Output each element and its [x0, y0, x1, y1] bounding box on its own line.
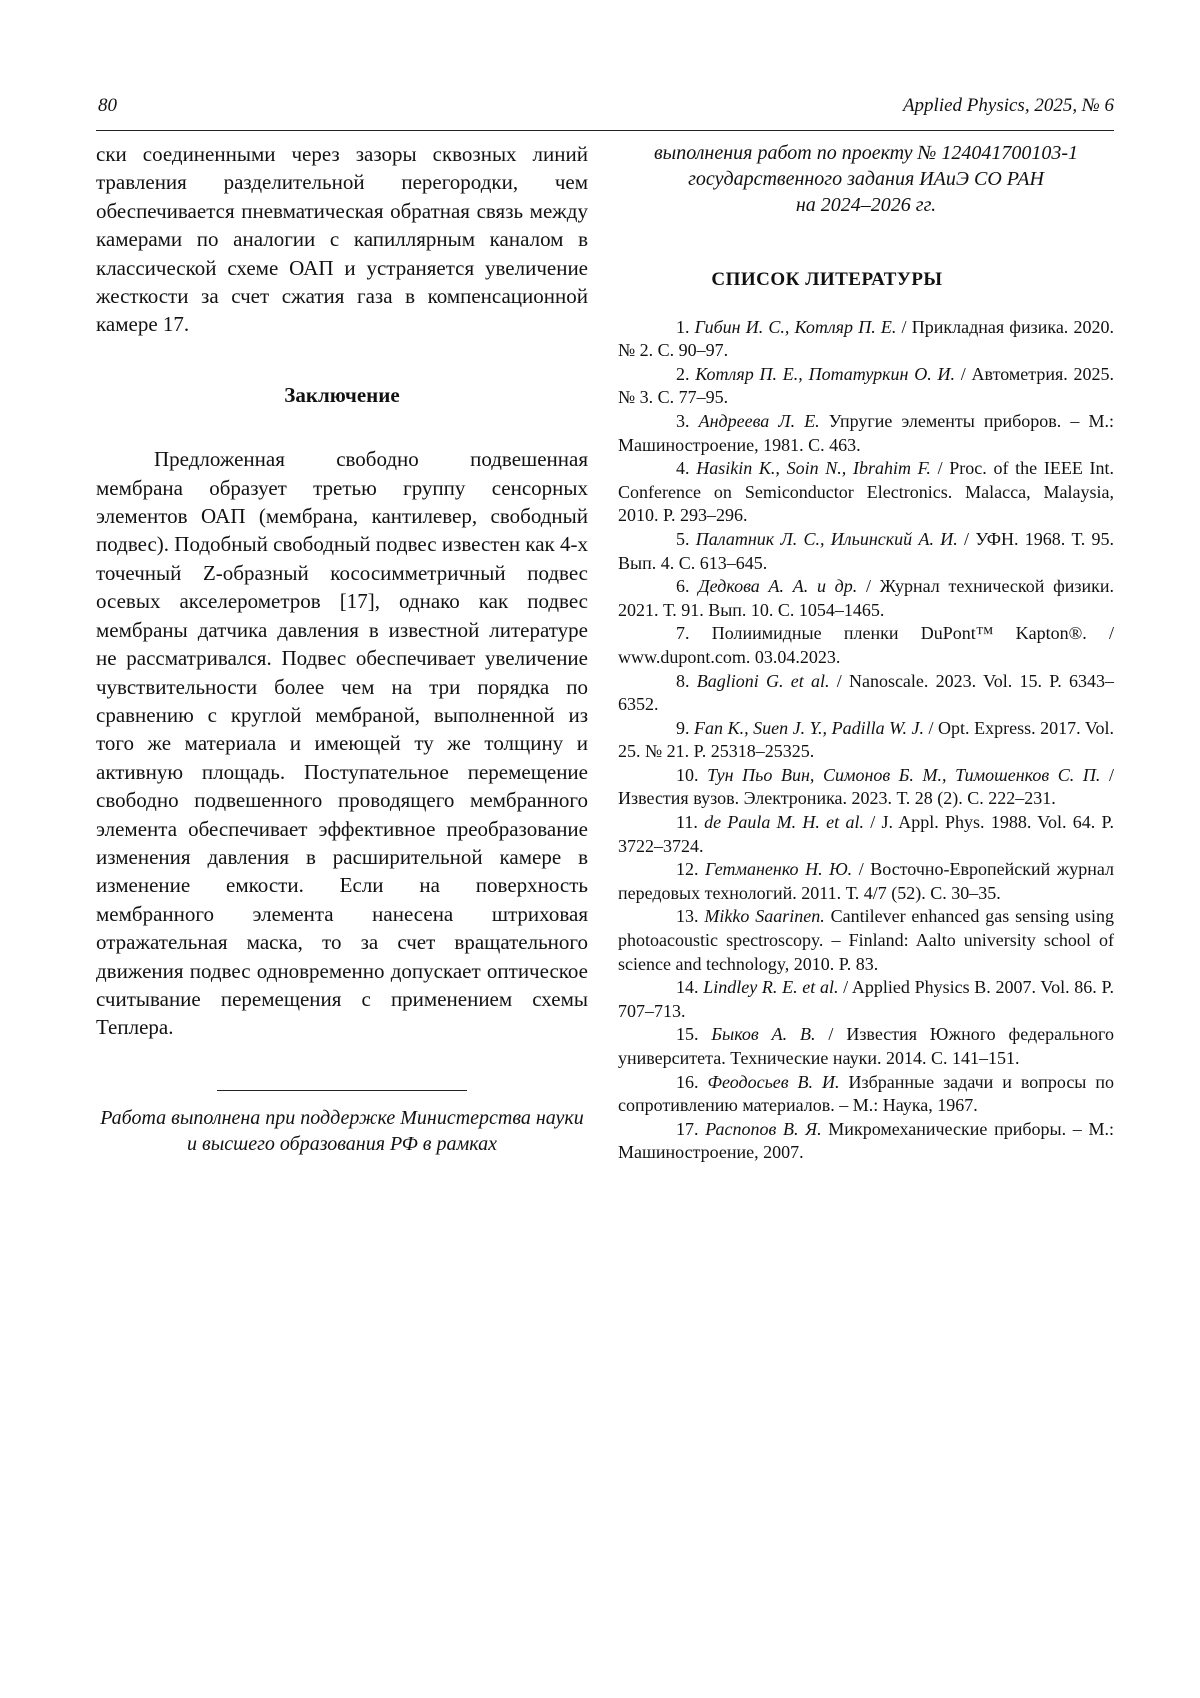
journal-title: Applied Physics, 2025, № 6: [902, 95, 1114, 116]
reference-number: 9.: [676, 717, 690, 738]
reference-details: / Прикладная физика. 2020. № 2. С. 90–97.: [618, 316, 1114, 361]
reference-number: 6.: [676, 576, 690, 597]
reference-authors: Дедкова А. А. и др.: [698, 576, 858, 597]
reference-details: Микромеханические приборы. – М.: Машиностроение, 2007.: [618, 1118, 1115, 1163]
reference-authors: Baglioni G. et al.: [696, 670, 830, 691]
reference-authors: de Paula M. H. et al.: [704, 812, 864, 833]
reference-item: [618, 905, 1114, 976]
reference-item: [618, 717, 1114, 764]
reference-item: [618, 457, 1114, 528]
footnote-separator: [217, 1090, 467, 1091]
reference-details: / Известия вузов. Электроника. 2023. Т. 28 (2). С. 222–231.: [618, 764, 1114, 809]
reference-item: [618, 858, 1114, 905]
reference-details: Полиимидные пленки DuPont™ Kapton®. / www.dupont.com. 03.04.2023.: [618, 623, 1114, 667]
left-column: [96, 140, 588, 1157]
reference-authors: Андреева Л. Е.: [698, 410, 820, 431]
reference-details: / Nanoscale. 2023. Vol. 15. P. 6343–6352.: [618, 670, 1114, 715]
reference-authors: Hasikin K., Soin N., Ibrahim F.: [696, 458, 931, 479]
reference-details: / Восточно-Европейский журнал передовых технологий. 2011. Т. 4/7 (52). С. 30–35.: [618, 859, 1114, 903]
acknowledgement-line: выполнения работ по проекту № 124041700103-1: [653, 142, 1078, 164]
reference-item: [618, 363, 1114, 410]
reference-details: Cantilever enhanced gas sensing using photoacoustic spectroscopy. – Finland: Aalto university school of science and technology, 2010. P. 83.: [618, 906, 1114, 974]
reference-number: 7.: [676, 623, 690, 644]
reference-authors: Феодосьев В. И.: [707, 1071, 840, 1092]
reference-item: [618, 764, 1114, 811]
conclusion-title: Заключение: [284, 382, 400, 407]
page-header: [96, 90, 1114, 131]
reference-details: / J. Appl. Phys. 1988. Vol. 64. P. 3722–3724.: [618, 812, 1115, 856]
reference-details: / Журнал технической физики. 2021. Т. 91. Вып. 10. С. 1054–1465.: [618, 576, 1114, 620]
reference-details: / Proc. of the IEEE Int. Conference on Semiconductor Electronics. Malacca, Malaysia, 2010. P. 293–296.: [618, 458, 1115, 526]
reference-details: / УФН. 1968. Т. 95. Вып. 4. С. 613–645.: [618, 528, 1115, 573]
acknowledgement-line: государственного задания ИАиЭ СО РАН: [688, 168, 1044, 190]
reference-number: 12.: [676, 859, 699, 880]
reference-authors: Распопов В. Я.: [705, 1118, 822, 1139]
reference-number: 13.: [676, 906, 699, 927]
reference-number: 2.: [676, 363, 690, 384]
references-list: [618, 316, 1114, 1165]
reference-authors: Гибин И. С., Котляр П. Е.: [694, 316, 897, 337]
reference-item: [618, 1071, 1114, 1118]
reference-item: [618, 622, 1114, 669]
reference-authors: Тун Пьо Вин, Симонов Б. М., Тимошенков С. П.: [707, 764, 1101, 785]
reference-details: Упругие элементы приборов. – М.: Машиностроение, 1981. С. 463.: [618, 410, 1115, 455]
reference-item: [618, 670, 1114, 717]
reference-item: [618, 316, 1114, 363]
reference-item: [618, 575, 1114, 622]
reference-item: [618, 976, 1114, 1023]
reference-details: / Applied Physics B. 2007. Vol. 86. P. 707–713.: [618, 977, 1114, 1021]
reference-item: [618, 811, 1114, 858]
reference-item: [618, 1118, 1114, 1165]
reference-details: / Автометрия. 2025. № 3. С. 77–95.: [618, 363, 1115, 408]
reference-number: 11.: [676, 812, 698, 833]
reference-authors: Котляр П. Е., Потатуркин О. И.: [695, 363, 955, 384]
reference-authors: Fan K., Suen J. Y., Padilla W. J.: [694, 717, 924, 738]
reference-number: 4.: [676, 458, 690, 479]
reference-authors: Mikko Saarinen.: [704, 906, 825, 927]
reference-number: 14.: [676, 977, 699, 998]
reference-authors: Гетманенко Н. Ю.: [705, 859, 853, 880]
reference-details: Избранные задачи и вопросы по сопротивлению материалов. – М.: Наука, 1967.: [618, 1071, 1115, 1116]
reference-number: 8.: [676, 670, 690, 691]
conclusion-paragraph: Предложенная свободно подвешенная мембрана образует третью группу сенсорных элементов ОАП (мембрана, кантилевер, свободный подвес). Подобный свободный подвес известен как 4-х точечный Z-образный кососимметричный подвес осевых акселерометров [17], однако как подвес мембраны датчика давления в известной литературе не рассматривался. Подвес обеспечивает увеличение чувствительности более чем на три порядка по сравнению с круглой мембраной, выполненной из того же материала и имеющей ту же толщину и активную площадь. Поступательное перемещение свободно подвешенного проводящего мембранного элемента обеспечивает эффективное преобразование изменения давления в расширительной камере в изменение емкости. Если на поверхность мембранного элемента нанесена штриховая отражательная маска, то за счет вращательного движения подвес одновременно допускает оптическое считывание перемещения с применением схемы Теплера.: [96, 447, 588, 1040]
right-column: [618, 140, 1114, 1165]
reference-item: [618, 528, 1114, 575]
reference-number: 3.: [676, 410, 690, 431]
reference-item: [618, 410, 1114, 457]
reference-authors: Lindley R. E. et al.: [703, 977, 839, 998]
intro-paragraph: ски соединенными через зазоры сквозных линий травления разделительной перегородки, чем обеспечивается пневматическая обратная связь между камерами по аналогии с капиллярным каналом в классической схеме ОАП и устраняется увеличение жесткости за счет сжатия газа в компенсационной камере 17.: [96, 142, 588, 337]
reference-number: 10.: [676, 764, 699, 785]
reference-number: 16.: [676, 1071, 699, 1092]
reference-details: / Известия Южного федерального университета. Технические науки. 2014. С. 141–151.: [618, 1024, 1114, 1068]
reference-item: [618, 1023, 1114, 1070]
references-title: СПИСОК ЛИТЕРАТУРЫ: [711, 269, 943, 290]
reference-details: / Opt. Express. 2017. Vol. 25. № 21. P. 25318–25325.: [618, 717, 1115, 762]
reference-number: 15.: [676, 1024, 699, 1045]
acknowledgement-text: Работа выполнена при поддержке Министерства науки и высшего образования РФ в рамках: [100, 1106, 584, 1155]
reference-authors: Палатник Л. С., Ильинский А. И.: [695, 528, 958, 549]
page-number: 80: [98, 95, 117, 116]
reference-number: 5.: [676, 528, 690, 549]
reference-number: 1.: [676, 316, 690, 337]
reference-authors: Быков А. В.: [711, 1024, 816, 1045]
acknowledgement-continued: [618, 140, 1114, 218]
acknowledgement-line: на 2024–2026 гг.: [795, 194, 937, 216]
reference-number: 17.: [676, 1118, 699, 1139]
